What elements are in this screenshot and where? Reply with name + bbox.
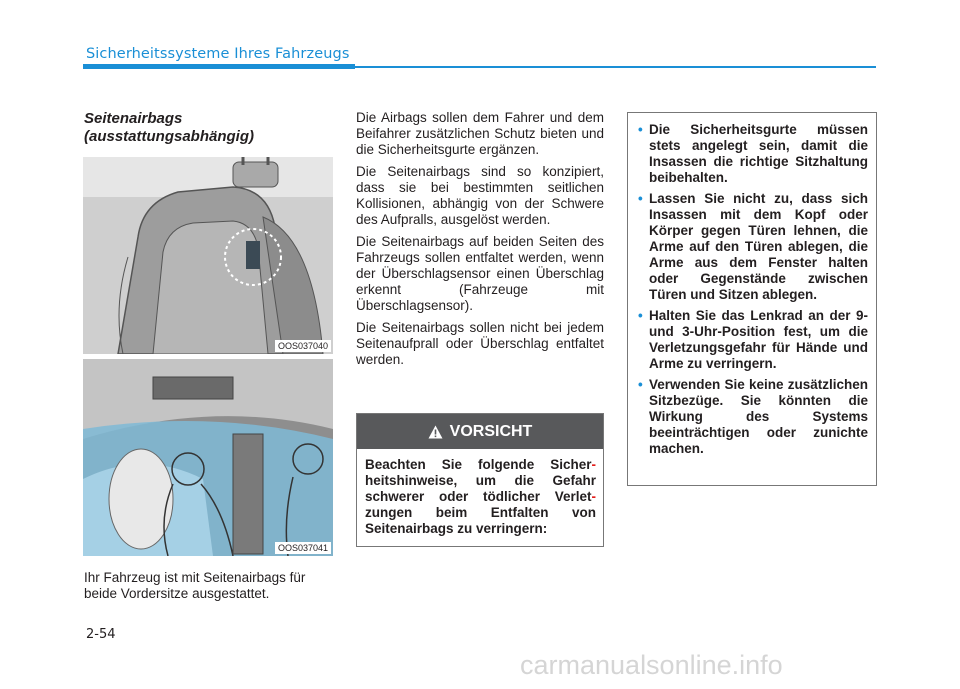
list-item xyxy=(638,191,868,303)
section-heading xyxy=(84,110,334,146)
caution-text-part: zungen beim Entfalten von Seitenairbags zu verringern: xyxy=(365,505,596,536)
caution-title: VORSICHT xyxy=(449,422,533,440)
airbag-deployment-illustration xyxy=(83,359,333,556)
caution-box xyxy=(356,413,604,547)
hyphen-mark: - xyxy=(591,457,596,472)
bullet-icon: • xyxy=(638,191,643,206)
seat-illustration xyxy=(83,157,333,354)
seat-drawing xyxy=(83,157,333,354)
heading-line-1: Seitenairbags xyxy=(84,110,183,127)
list-item-text: Halten Sie das Lenkrad an der 9- und 3-Uhr-Position fest, um die Verletzungsgefahr für Hände und Arme zu verringern. xyxy=(649,308,868,371)
list-item xyxy=(638,122,868,186)
paragraph: Die Seitenairbags auf beiden Seiten des Fahrzeugs sollen entfaltet werden, wenn der Überschlagsensor einen Überschlag erkennt (Fahrzeuge mit Überschlagsensor). xyxy=(356,234,604,313)
paragraph: Die Seitenairbags sind so konzipiert, dass sie bei bestimmten seitlichen Kollisionen, abhängig von der Schwere des Aufpralls, ausgelöst werden. xyxy=(356,164,604,227)
heading-line-2: (ausstattungsabhängig) xyxy=(84,128,255,145)
safety-notes-list xyxy=(638,122,868,457)
airbag-drawing xyxy=(83,359,333,556)
caution-text-part: heitshinweise, um die Gefahr schwerer oder tödlicher Verlet xyxy=(365,473,596,504)
list-item xyxy=(638,377,868,457)
list-item-text: Die Sicherheitsgurte müssen stets angelegt sein, damit die Insassen die richtige Sitzhaltung beibehalten. xyxy=(649,122,868,185)
bullet-icon: • xyxy=(638,122,643,137)
image-code-2: OOS037041 xyxy=(275,542,331,554)
caution-text xyxy=(357,449,603,537)
page-number: 2-54 xyxy=(86,627,116,642)
list-item xyxy=(638,308,868,372)
section-title: Sicherheitssysteme Ihres Fahrzeugs xyxy=(86,46,350,62)
intro-paragraph: Ihr Fahrzeug ist mit Seitenairbags für beide Vordersitze ausgestattet. xyxy=(84,570,306,601)
bullet-icon: • xyxy=(638,308,643,323)
warning-icon xyxy=(428,425,443,439)
main-text-column xyxy=(356,110,604,374)
list-item-text: Verwenden Sie keine zusätzlichen Sitzbezüge. Sie könnten die Wirkung des Systems beeinträchtigen oder zunichte machen. xyxy=(649,377,868,456)
watermark: carmanualsonline.info xyxy=(520,650,783,680)
paragraph: Die Airbags sollen dem Fahrer und dem Beifahrer zusätzlichen Schutz bieten und die Sicherheitsgurte ergänzen. xyxy=(356,110,604,157)
paragraph: Die Seitenairbags sollen nicht bei jedem Seitenaufprall oder Überschlag entfaltet werden. xyxy=(356,320,604,367)
bullet-icon: • xyxy=(638,377,643,392)
image-code-1: OOS037040 xyxy=(275,340,331,352)
caution-header xyxy=(357,414,603,449)
caution-text-part: Beachten Sie folgende Sicher xyxy=(365,457,592,472)
header-rule xyxy=(83,66,876,68)
hyphen-mark: - xyxy=(591,489,596,504)
list-item-text: Lassen Sie nicht zu, dass sich Insassen mit dem Kopf oder Körper gegen Türen lehnen, die Arme auf den Türen ablegen, die Arme aus dem Fenster halten oder Gegenstände zwischen Türen und Sitzen ablegen. xyxy=(649,191,868,302)
safety-notes-box xyxy=(627,112,877,486)
